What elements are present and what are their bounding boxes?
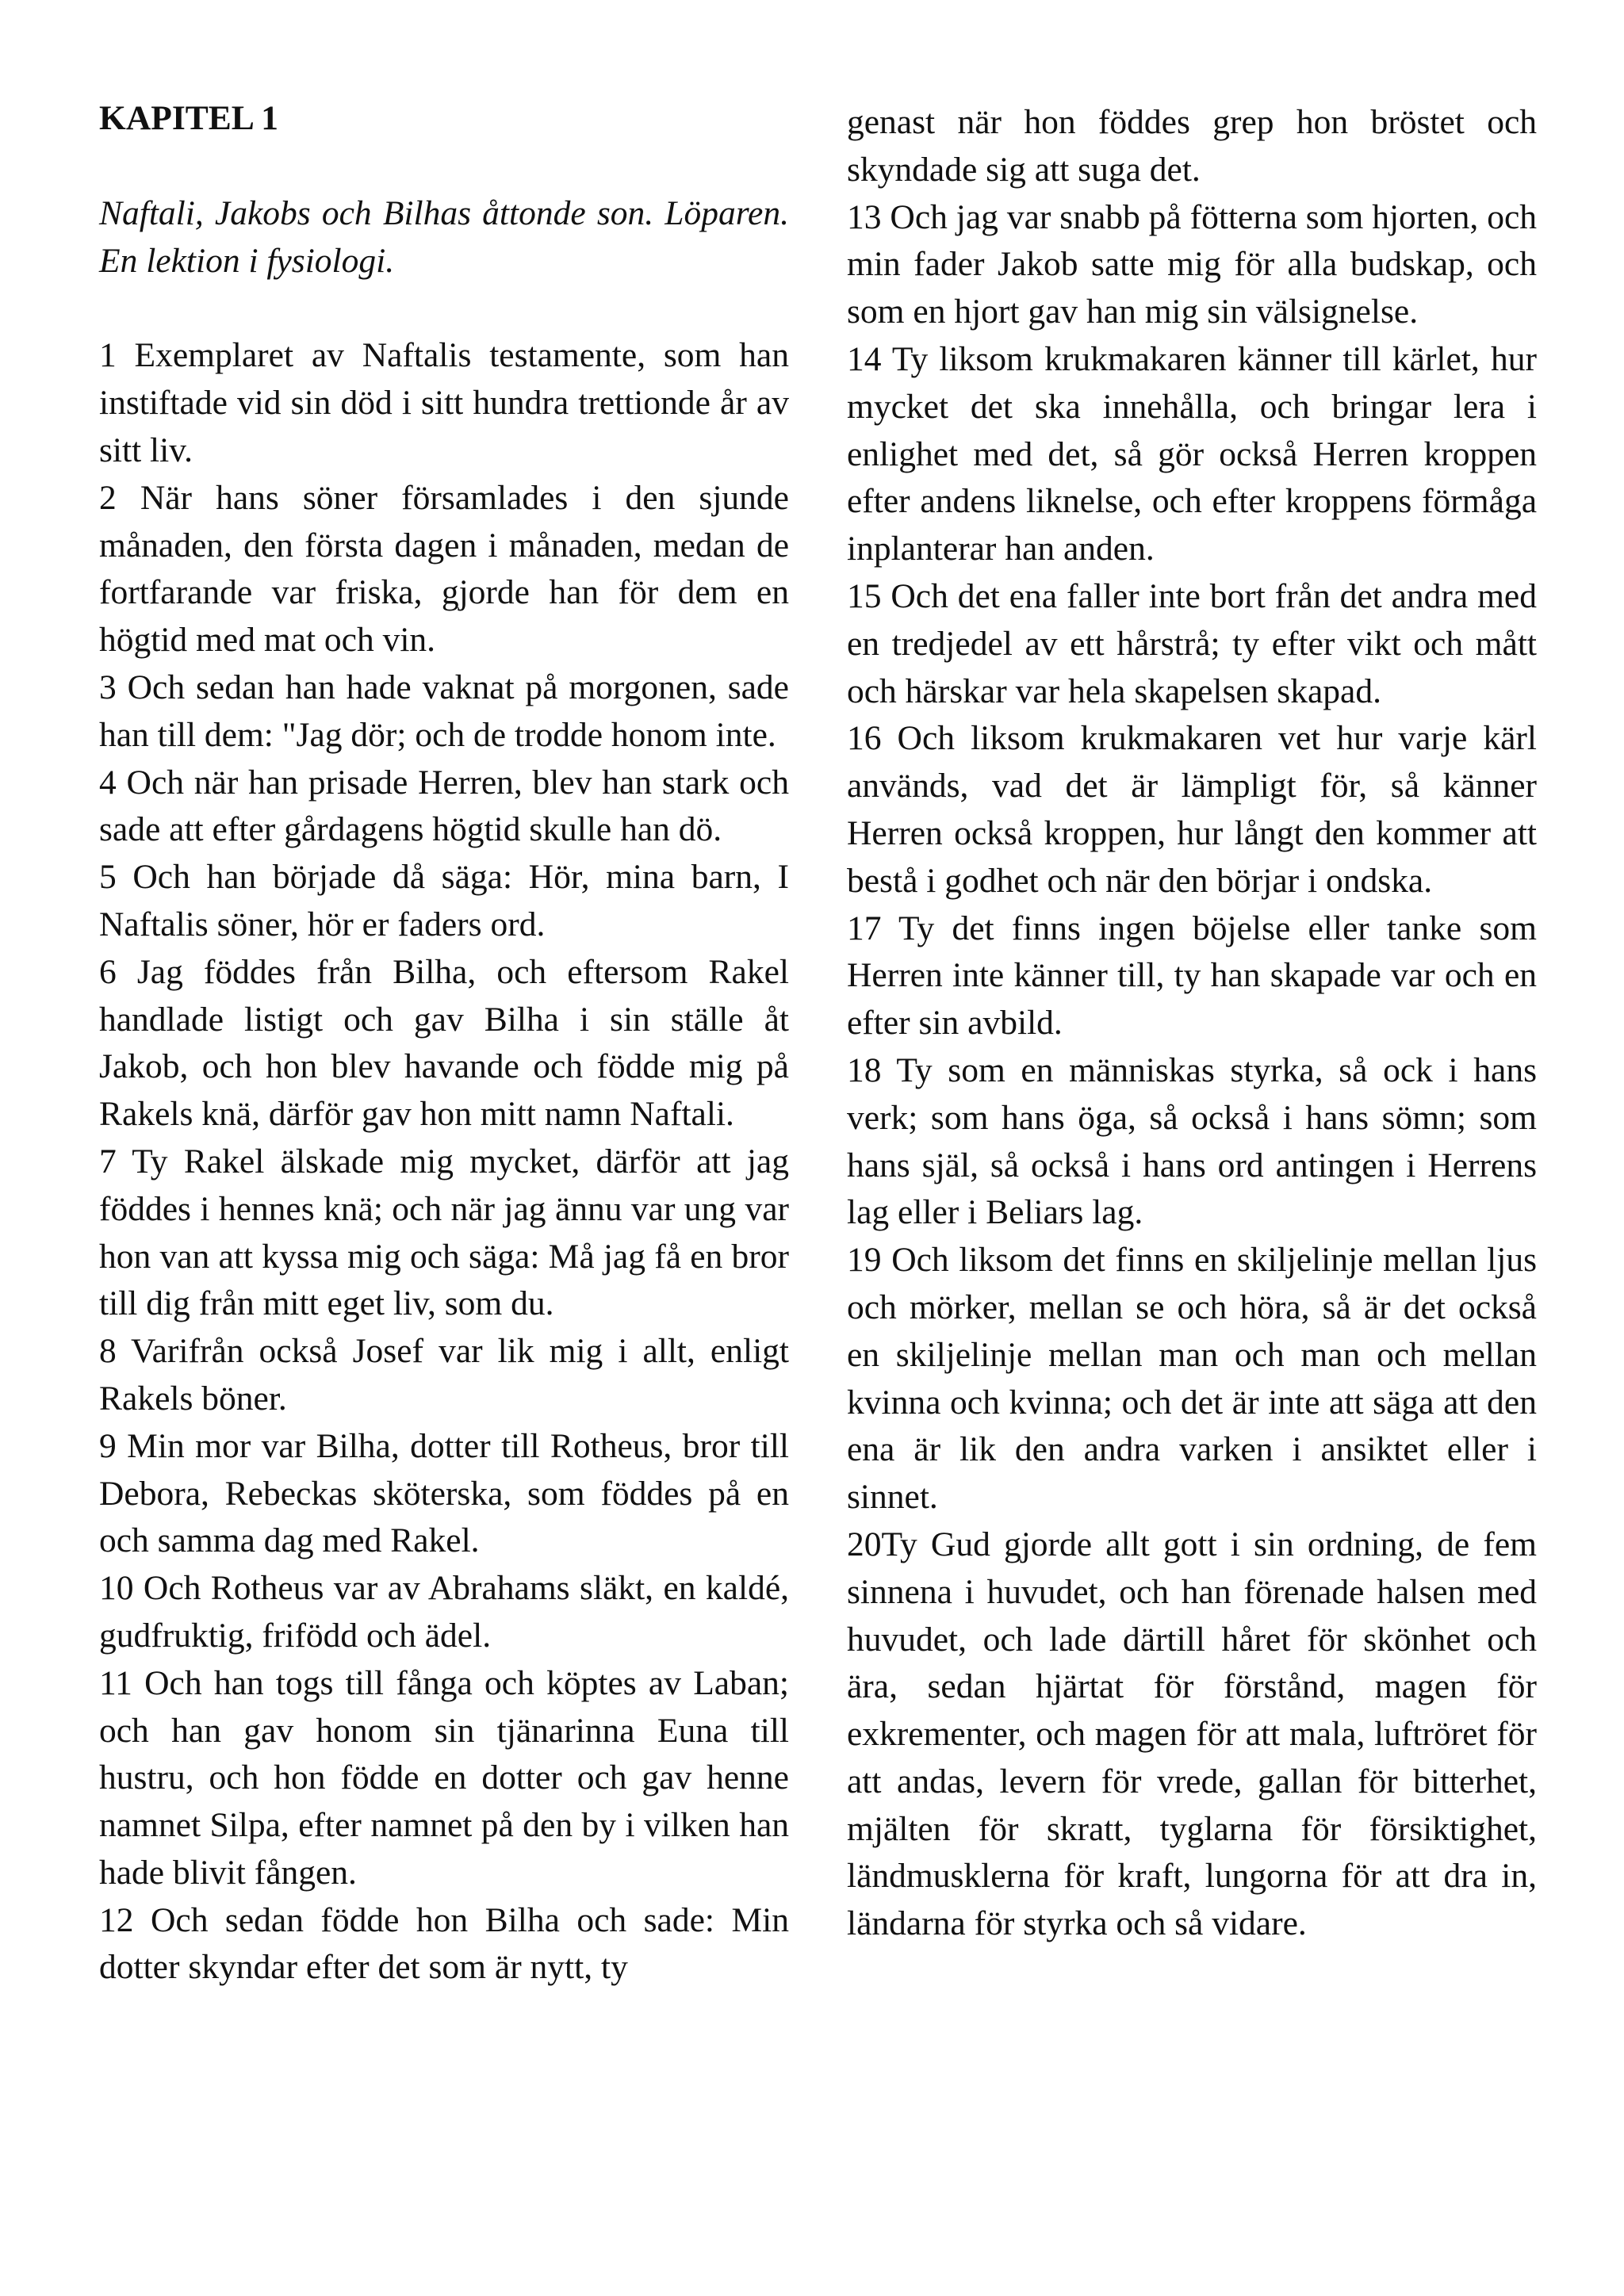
verse: genast när hon föddes grep hon bröstet och skyndade sig att suga det. [847, 103, 1537, 189]
verse: 7 Ty Rakel älskade mig mycket, därför att jag föddes i hennes knä; och när jag ännu var ung var hon van att kyssa mig och säga: Må jag få en bror till dig från mitt eget liv, som du. [99, 1142, 789, 1323]
chapter-title: KAPITEL 1 [99, 99, 279, 137]
verse: 8 Varifrån också Josef var lik mig i allt, enligt Rakels böner. [99, 1332, 789, 1418]
verse: 15 Och det ena faller inte bort från det andra med en tredjedel av ett hårstrå; ty efter vikt och mått och härskar var hela skapelsen skapad. [847, 576, 1537, 710]
verse: 19 Och liksom det finns en skiljelinje mellan ljus och mörker, mellan se och höra, så är det också en skiljelinje mellan man och man och mellan kvinna och kvinna; och det är inte att säga att den ena är lik den andra varken i ansiktet eller i sinnet. [847, 1241, 1537, 1517]
verse: 16 Och liksom krukmakaren vet hur varje kärl används, vad det är lämpligt för, så känner Herren också kroppen, hur långt den kommer att bestå i godhet och när den börjar i ondska. [847, 719, 1537, 900]
verse: 11 Och han togs till fånga och köptes av Laban; och han gav honom sin tjänarinna Euna till hustru, och hon födde en dotter och gav henne namnet Silpa, efter namnet på den by i vilken han hade blivit fången. [99, 1663, 789, 1892]
verse: 14 Ty liksom krukmakaren känner till kärlet, hur mycket det ska innehålla, och bringar lera i enlighet med det, så gör också Herren kroppen efter andens liknelse, och efter kroppens förmåga inplanterar han anden. [847, 339, 1537, 568]
verse: 2 När hans söner församlades i den sjunde månaden, den första dagen i månaden, medan de fortfarande var friska, gjorde han för dem en högtid med mat och vin. [99, 478, 789, 660]
verse: 4 Och när han prisade Herren, blev han stark och sade att efter gårdagens högtid skulle han dö. [99, 763, 789, 849]
verse: 17 Ty det finns ingen böjelse eller tanke som Herren inte känner till, ty han skapade var och en efter sin avbild. [847, 909, 1537, 1043]
verse: 5 Och han började då säga: Hör, mina barn, I Naftalis söner, hör er faders ord. [99, 858, 789, 943]
right-column [847, 99, 1537, 1948]
verse: 10 Och Rotheus var av Abrahams släkt, en kaldé, gudfruktig, frifödd och ädel. [99, 1569, 789, 1655]
verse: 6 Jag föddes från Bilha, och eftersom Rakel handlade listigt och gav Bilha i sin ställe åt Jakob, och hon blev havande och födde mig på Rakels knä, därför gav hon mitt namn Naftali. [99, 952, 789, 1134]
verse: 13 Och jag var snabb på fötterna som hjorten, och min fader Jakob satte mig för alla budskap, och som en hjort gav han mig sin välsignelse. [847, 197, 1537, 331]
chapter-subtitle: Naftali, Jakobs och Bilhas åttonde son. Löparen. En lektion i fysiologi. [99, 193, 789, 280]
verse: 1 Exemplaret av Naftalis testamente, som han instiftade vid sin död i sitt hundra trettionde år av sitt liv. [99, 336, 789, 469]
verse: 3 Och sedan han hade vaknat på morgonen, sade han till dem: "Jag dör; och de trodde honom inte. [99, 668, 789, 754]
verse: 18 Ty som en människas styrka, så ock i hans verk; som hans öga, så också i hans sömn; som hans själ, så också i hans ord antingen i Herrens lag eller i Beliars lag. [847, 1050, 1537, 1232]
verse: 12 Och sedan födde hon Bilha och sade: Min dotter skyndar efter det som är nytt, ty [99, 1900, 789, 1987]
verse: 9 Min mor var Bilha, dotter till Rotheus, bror till Debora, Rebeckas sköterska, som föddes på en och samma dag med Rakel. [99, 1426, 789, 1560]
verse: 20Ty Gud gjorde allt gott i sin ordning, de fem sinnena i huvudet, och han förenade halsen med huvudet, och lade därtill håret för skönhet och ära, sedan hjärtat för förstånd, magen för exkrementer, och magen för att mala, luftröret för att andas, levern för vrede, gallan för bitterhet, mjälten för skratt, tyglarna för försiktighet, ländmusklerna för kraft, lungorna för att dra in, ländarna för styrka och så vidare. [847, 1525, 1537, 1943]
left-column [99, 95, 789, 1992]
